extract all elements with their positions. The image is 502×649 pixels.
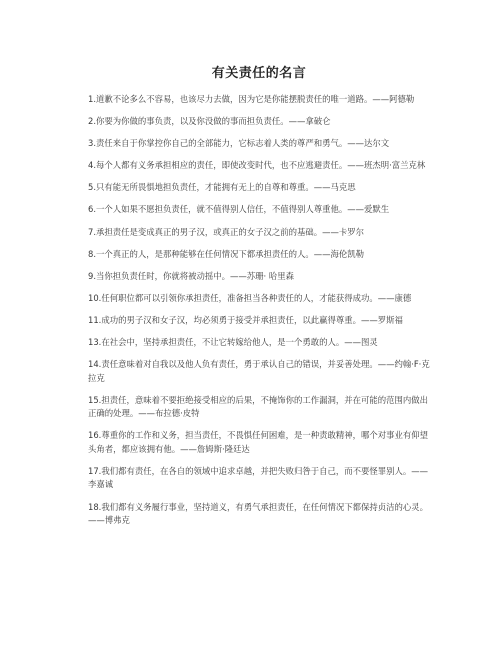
quote-item: 6.一个人如果不愿担负责任，就不值得别人信任，不值得别人尊重他。——爱默生 [88,204,390,215]
document-title: 有关责任的名言 [211,66,307,81]
quote-item: 14.责任意味着对自我以及他人负有责任，勇于承认自己的错误，并妥善处理。——约翰·F·克拉克 [88,359,430,383]
quote-list [88,93,430,528]
quote-item: 4.每个人都有义务承担相应的责任，即使改变时代，也不应逃避责任。——班杰明·富兰克林 [88,160,426,171]
quote-item: 3.责任来自于你掌控你自己的全部能力，它标志着人类的尊严和勇气。——达尔文 [88,138,390,149]
quote-item: 18.我们都有义务履行事业，坚持道义，有勇气承担责任，在任何情况下都保持贞洁的心灵。——博弗克 [88,501,428,525]
quote-item: 11.成功的男子汉和女子汉，均必须勇于接受并承担责任，以此赢得尊重。——罗斯福 [88,314,403,325]
quote-item: 2.你要为你做的事负责，以及你没做的事而担负责任。——拿破仑 [88,116,331,127]
quote-item: 16.尊重你的工作和义务，担当责任，不畏惧任何困难，是一种责敢精神，哪个对事业有仰望头角者，都应该拥有他。——詹姆斯·隆廷达 [88,430,428,454]
quote-item: 7.承担责任是变成真正的男子汉，或真正的女子汉之前的基础。——卡罗尔 [88,226,364,237]
quote-item: 17.我们都有责任，在各自的领域中追求卓越，并把失败归咎于自己，而不要怪罪别人。——李嘉诚 [88,465,428,490]
quote-item: 1.道歉不论多么不容易，也该尽力去做，因为它是你能摆脱责任的唯一道路。——阿德勒 [88,94,415,104]
quote-item: 9.当你担负责任时，你就将被动摇中。——苏珊· 哈里森 [88,270,294,281]
quote-item: 13.在社会中，坚持承担责任，不让它转嫁给他人，是一个勇敢的人。——图灵 [88,337,378,348]
quote-item: 15.担责任，意味着不要拒绝接受相应的后果，不掩饰你的工作漏洞，并在可能的范围内做出正确的处理。——布拉德·皮特 [88,394,428,419]
quote-item: 10.任何职位都可以引领你承担责任，准备担当各种责任的人，才能获得成功。——康德 [88,292,412,303]
quote-item: 5.只有能无所畏惧地担负责任，才能拥有无上的自尊和尊重。——马克思 [88,182,356,193]
quote-item: 8.一个真正的人，是那种能够在任何情况下都承担责任的人。——海伦凯勒 [88,248,364,259]
